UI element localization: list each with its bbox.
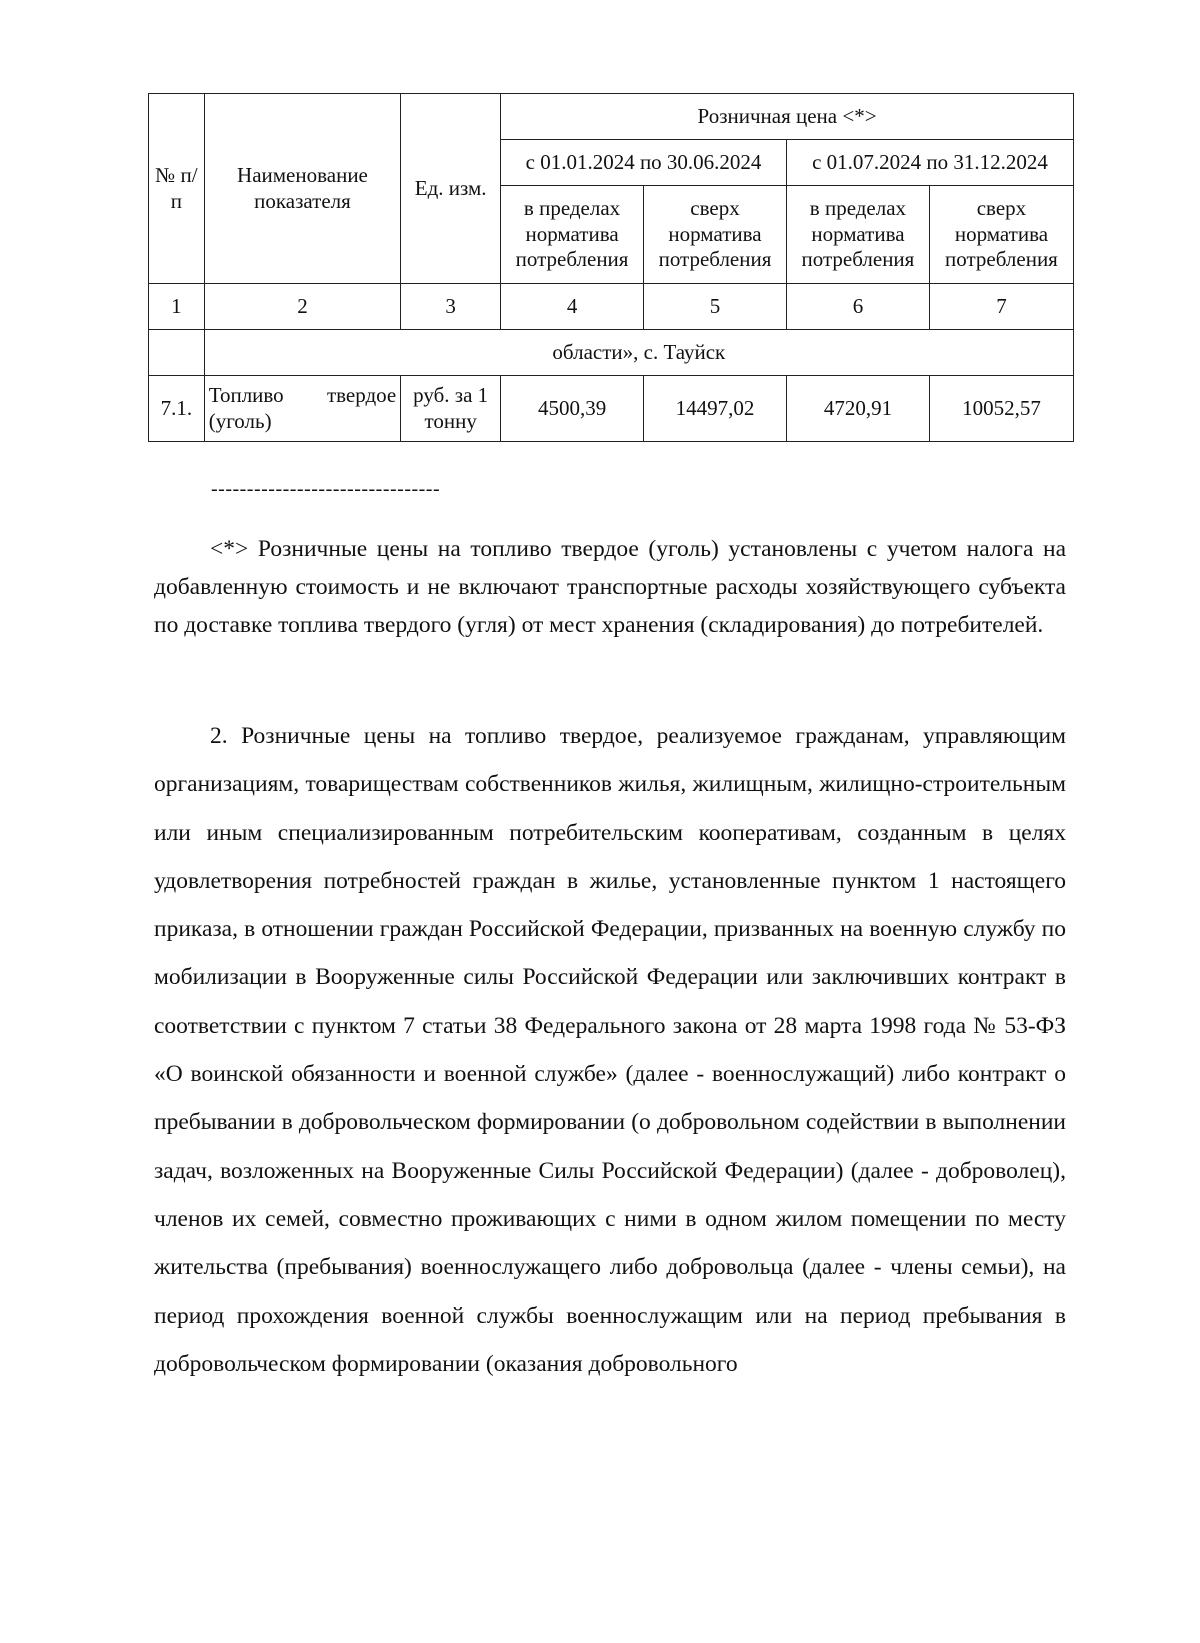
paragraph-2 (154, 712, 1066, 1388)
region-row-label: области», с. Тауйск (204, 330, 1073, 376)
header-p1-within: в пределах норматива потребления (501, 186, 644, 284)
column-number: 3 (401, 284, 501, 330)
footnote-separator: -------------------------------- (211, 478, 441, 500)
header-unit: Ед. изм. (401, 94, 501, 284)
footnote-text: <*> Розничные цены на топливо твердое (уголь) установлены с учетом налога на добавленную стоимость и не включают транспортные расходы хозяйствующего субъекта по доставке топлива твердого (угля) от мест хранения (складирования) до потребителей. (154, 536, 1066, 638)
price-table (148, 93, 1074, 442)
paragraph-2-text: 2. Розничные цены на топливо твердое, реализуемое гражданам, управляющим организациям, товариществам собственников жилья, жилищным, жилищно-строительным или иным специализированным потребительским кооперативам, созданным в целях удовлетворения потребностей граждан в жилье, установленные пунктом 1 настоящего приказа, в отношении граждан Российской Федерации, призванных на военную службу по мобилизации в Вооруженные силы Российской Федерации или заключивших контракт в соответствии с пунктом 7 статьи 38 Федерального закона от 28 марта 1998 года № 53-ФЗ «О воинской обязанности и военной службе» (далее - военнослужащий) либо контракт о пребывании в добровольческом формировании (о добровольном содействии в выполнении задач, возложенных на Вооруженные Силы Российской Федерации) (далее - доброволец), членов их семей, совместно проживающих с ними в одном жилом помещении по месту жительства (пребывания) военнослужащего либо добровольца (далее - члены семьи), на период прохождения военной службы военнослужащим или на период пребывания в добровольческом формировании (оказания добровольного (154, 723, 1066, 1377)
row-p1-above: 14497,02 (644, 376, 787, 442)
column-number: 1 (149, 284, 205, 330)
footnote (154, 530, 1066, 644)
header-p1-above: сверх норматива потребления (644, 186, 787, 284)
column-number: 4 (501, 284, 644, 330)
row-name (204, 376, 401, 442)
column-number: 5 (644, 284, 787, 330)
row-p2-within: 4720,91 (786, 376, 929, 442)
row-p1-within: 4500,39 (501, 376, 644, 442)
header-name: Наименование показателя (204, 94, 401, 284)
header-p2-above: сверх норматива потребления (929, 186, 1073, 284)
column-number: 2 (204, 284, 401, 330)
row-unit: руб. за 1 тонну (401, 376, 501, 442)
header-period-2: с 01.07.2024 по 31.12.2024 (786, 140, 1073, 186)
row-number: 7.1. (149, 376, 205, 442)
column-number: 6 (786, 284, 929, 330)
header-period-1: с 01.01.2024 по 30.06.2024 (501, 140, 787, 186)
region-row-blank (149, 330, 205, 376)
header-no: № п/п (149, 94, 205, 284)
header-p2-within: в пределах норматива потребления (786, 186, 929, 284)
column-number: 7 (929, 284, 1073, 330)
row-p2-above: 10052,57 (929, 376, 1073, 442)
header-retail-price: Розничная цена <*> (501, 94, 1074, 140)
row-name-line-2: (уголь) (208, 408, 272, 433)
table-row (149, 376, 1074, 442)
row-name-line-1: Топливо твердое (208, 382, 397, 407)
